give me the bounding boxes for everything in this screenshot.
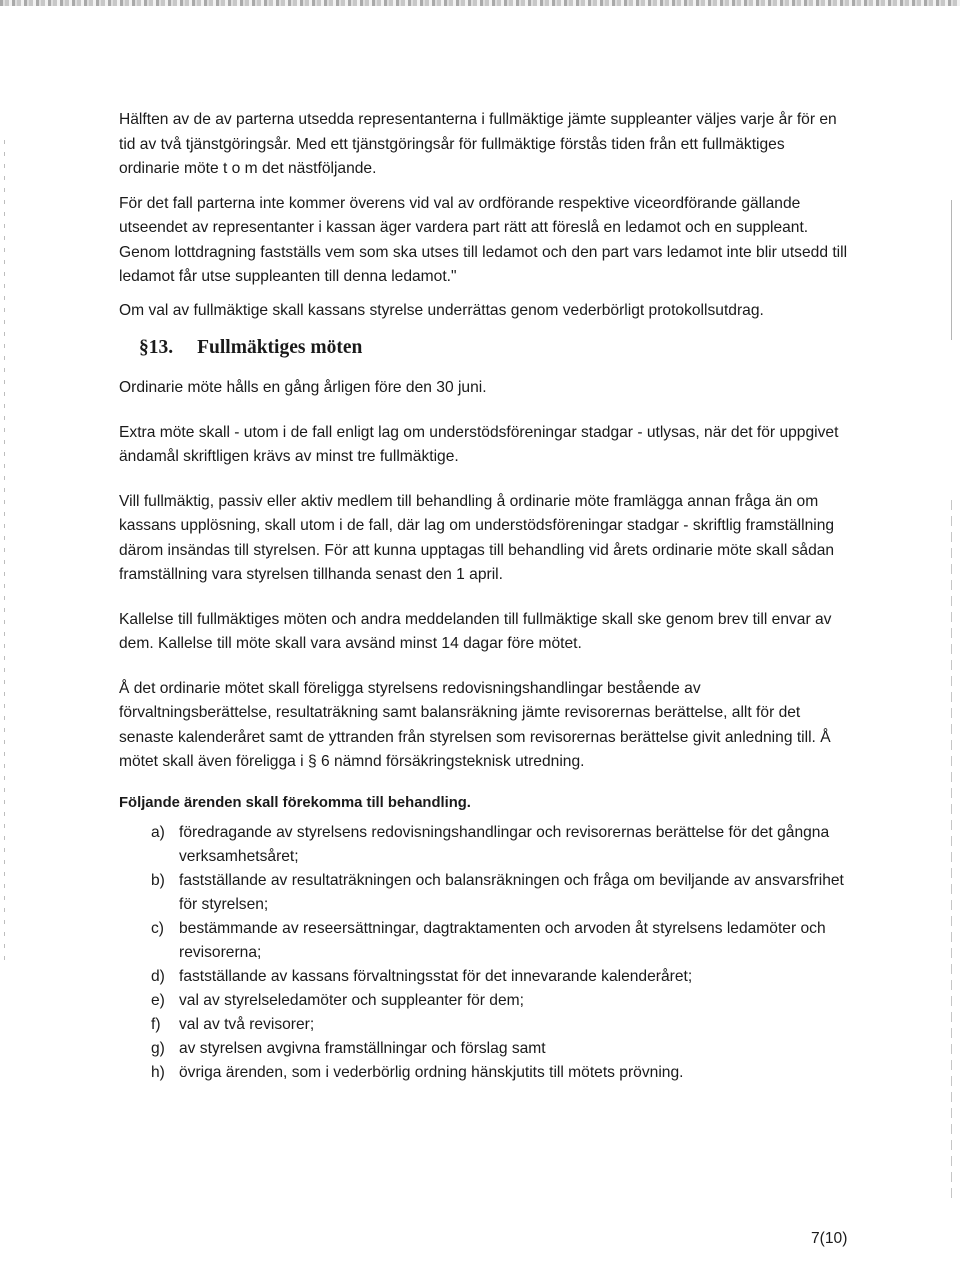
list-item <box>119 1013 849 1037</box>
list-marker: b) <box>151 872 165 889</box>
page-number: 7(10) <box>811 1230 848 1247</box>
list-item <box>119 1061 849 1085</box>
list-marker: a) <box>151 824 165 841</box>
agenda-list <box>119 821 849 1085</box>
paragraph-chair-election: För det fall parterna inte kommer överens vid val av ordförande respektive viceordförande gällande utseendet av representanter i kassan äger vardera part rätt att föreslå en ledamot och en suppleant. Genom lottdragning fastställs vem som ska utses till ledamot och den part vars ledamot inte blir utsedd till ledamot får utse suppleanten till denna ledamot." <box>119 194 848 285</box>
list-item-text: fastställande av kassans förvaltningsstat för det innevarande kalenderåret; <box>179 968 693 985</box>
list-item-text: val av styrelseledamöter och suppleanter för dem; <box>179 992 524 1009</box>
section-heading <box>139 335 849 361</box>
list-item-text: fastställande av resultaträkningen och balansräkningen och fråga om beviljande av ansvarsfrihet för styrelsen; <box>179 872 844 913</box>
list-item <box>119 1037 849 1061</box>
list-item <box>119 869 849 917</box>
list-item <box>119 989 849 1013</box>
list-item <box>119 821 849 869</box>
paragraph-reports: Å det ordinarie mötet skall föreligga styrelsens redovisningshandlingar bestående av förvaltningsberättelse, resultaträkning samt balansräkning jämte revisorernas berättelse, allt för det senaste kalenderåret samt de yttranden från styrelsen som revisorernas berättelse givit anledning till. Å mötet skall även föreligga i § 6 nämnd försäkringsteknisk utredning. <box>119 679 831 770</box>
section-title: Fullmäktiges möten <box>197 337 363 358</box>
list-item-text: övriga ärenden, som i vederbörlig ordning hänskjutits till mötets prövning. <box>179 1064 684 1081</box>
list-marker: g) <box>151 1040 165 1057</box>
scan-artifact-top <box>0 0 960 6</box>
list-marker: c) <box>151 920 164 937</box>
list-item-text: bestämmande av reseersättningar, dagtraktamenten och arvoden åt styrelsens ledamöter och revisorerna; <box>179 920 826 961</box>
list-item-text: föredragande av styrelsens redovisningshandlingar och revisorernas berättelse för det gångna verksamhetsåret; <box>179 824 830 865</box>
list-marker: f) <box>151 1016 161 1033</box>
document-page <box>119 108 849 1085</box>
paragraph-notification: Om val av fullmäktige skall kassans styrelse underrättas genom vederbörligt protokollsutdrag. <box>119 301 764 319</box>
scan-artifact-right <box>951 200 952 340</box>
list-item <box>119 917 849 965</box>
list-item-text: av styrelsen avgivna framställningar och förslag samt <box>179 1040 546 1057</box>
paragraph-summons: Kallelse till fullmäktiges möten och andra meddelanden till fullmäktige skall ske genom brev till envar av dem. Kallelse till möte skall vara avsänd minst 14 dagar före mötet. <box>119 610 832 652</box>
agenda-heading: Följande ärenden skall förekomma till behandling. <box>119 794 471 811</box>
list-marker: e) <box>151 992 165 1009</box>
list-marker: d) <box>151 968 165 985</box>
section-number: §13. <box>139 337 174 358</box>
scan-artifact-left <box>4 140 5 960</box>
paragraph-ordinary-meeting: Ordinarie möte hålls en gång årligen före den 30 juni. <box>119 379 487 396</box>
list-item-text: val av två revisorer; <box>179 1016 315 1033</box>
paragraph-proposals: Vill fullmäktig, passiv eller aktiv medlem till behandling å ordinarie möte framlägga annan fråga än om kassans upplösning, skall utom i de fall, där lag om understödsföreningar stadgar - skriftlig framställning därom insändas till styrelsen. För att kunna upptagas till behandling vid årets ordinarie möte skall sådan framställning vara styrelsen tillhanda senast den 1 april. <box>119 492 835 583</box>
list-marker: h) <box>151 1064 165 1081</box>
paragraph-term: Hälften av de av parterna utsedda representanterna i fullmäktige jämte suppleanter väljes varje år för en tid av två tjänstgöringsår. Med ett tjänstgöringsår för fullmäktige förstås tiden från ett fullmäktiges ordinarie möte t o m det nästföljande. <box>119 111 837 177</box>
paragraph-extra-meeting: Extra möte skall - utom i de fall enligt lag om understödsföreningar stadgar - utlysas, när det för uppgivet ändamål skriftligen krävs av minst tre fullmäktige. <box>119 423 839 465</box>
scan-artifact-right-lower <box>951 500 952 1200</box>
list-item <box>119 965 849 989</box>
